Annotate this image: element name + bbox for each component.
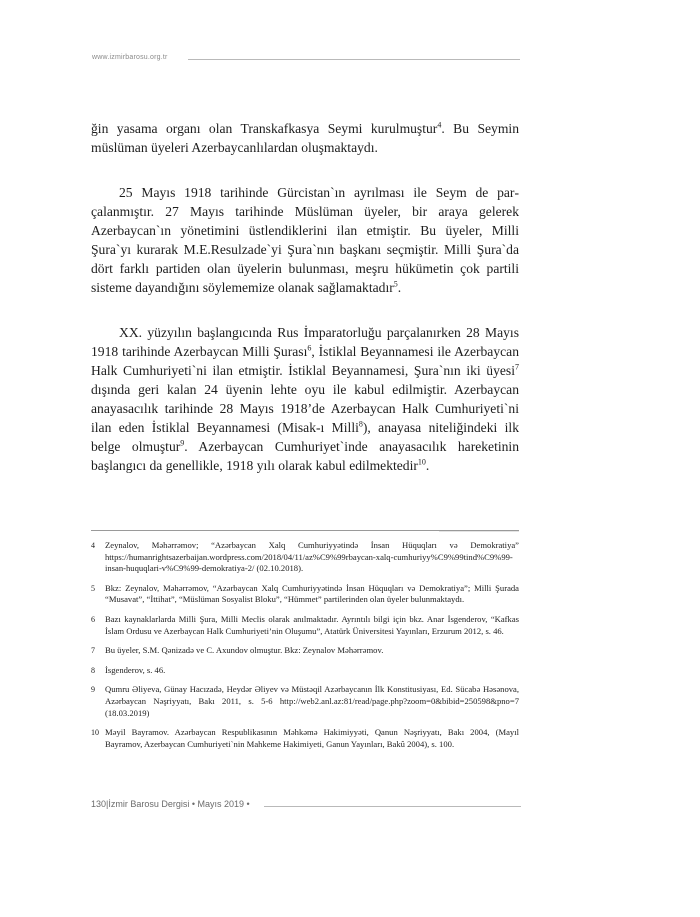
header-rule (188, 59, 520, 60)
footnote-number: 9 (91, 685, 95, 695)
footnote-number: 10 (91, 728, 99, 738)
footnote-ref-7[interactable]: 7 (515, 362, 519, 372)
footnote-item (91, 684, 519, 719)
paragraph-1-text-b: . Bu Seymin müslüman üyeleri Azerbaycanlılardan oluşmaktaydı. (91, 121, 519, 155)
header-url: www.izmirbarosu.org.tr (92, 54, 168, 61)
paragraph-2 (91, 183, 519, 297)
footer-text: 130|İzmir Barosu Dergisi • Mayıs 2019 • (91, 799, 250, 809)
paragraph-1-text-a: ğin yasama organı olan Transkafkasya Seymi kurulmuştur (91, 121, 438, 136)
footnote-text: İsgenderov, s. 46. (105, 664, 166, 675)
paragraph-2-text-b: . (397, 280, 402, 295)
footnote-text: Zeynalov, Məhərrəmov; “Azərbaycan Xalq Cumhuriyyətində İnsan Hüquqları və Demokratiya” https://humanrightsazerbaijan.wordpress.com/2018/04/11/az%C9%99rbaycan-xalq-cumhuriyy%C9%99tind%C9%99-insan-huquqlari-v%C9%99-demokratiya-2/ (02.10.2018). (105, 540, 519, 574)
footnote-item (91, 614, 519, 637)
footnote-text: Bu üyeler, S.M. Qənizadə ve C. Axundov olmuştur. Bkz: Zeynalov Məhərrəmov. (105, 645, 384, 656)
footnote-item (91, 645, 519, 657)
paragraph-3-text-b: , İstiklal Beyannamesi ile Azerbaycan Halk Cumhuriyeti`ni ilan etmiştir. İstiklal Beyannamesi, Şura`nın iki üyesi (91, 344, 519, 378)
footnote-rule-shadow (439, 531, 519, 532)
body-text (91, 119, 519, 501)
page-header (92, 54, 520, 68)
paragraph-1 (91, 119, 519, 157)
footnote-number: 7 (91, 646, 95, 656)
footnote-ref-4[interactable]: 4 (437, 120, 442, 130)
paragraph-3-text-d: ), anayasa niteliğindeki ilk belge olmuştur (91, 420, 519, 454)
paragraph-3-text-e: . Azerbaycan Cumhuriyet`inde anayasacılık hareketinin başlangıcı da genellikle, 1918 yılı olarak kabul edilmektedir (91, 439, 520, 473)
footnote-ref-8[interactable]: 8 (358, 419, 363, 429)
footnote-number: 6 (91, 614, 95, 624)
footnote-text: Məyil Bayramov. Azərbaycan Respublikasının Məhkəmə Hakimiyyəti, Qanun Nəşriyyatı, Bakı 2004, (Mayıl Bayramov, Azerbaycan Cumhuriyeti`nin Mahkeme Hakimiyeti, Ganun Yayınları, Bakû 2004), s. 100. (105, 727, 519, 749)
footnote-number: 4 (91, 541, 95, 550)
footnote-item (91, 540, 519, 575)
footnote-ref-9[interactable]: 9 (180, 438, 185, 448)
footnote-ref-10[interactable]: 10 (417, 457, 426, 467)
footnote-number: 8 (91, 665, 95, 675)
footnote-item (91, 665, 519, 677)
footnote-ref-5[interactable]: 5 (393, 279, 398, 289)
footnote-text: Bkz: Zeynalov, Məhərrəmov, “Azərbaycan Xalq Cumhuriyyətində İnsan Hüquqları və Demokratiya”; Milli Şurada “Musavat”, “İttihat”, “Müslüman Sosyalist Bloku”, “Hümmet” partilerinden olan üyeler bulunmaktaydı. (105, 582, 519, 605)
paragraph-2-text-a: 25 Mayıs 1918 tarihinde Gürcistan`ın ayrılması ile Seym de parçalanmıştır. 27 Mayıs tarihinde Müslüman üyeler, bir araya gelerek Azerbaycan`ın yönetimini üstlendiklerini ilan etmiştir. Bu üyeler, Milli Şura`yı kurarak M.E.Resulzade`yi Şura`nın başkanı seçmiştir. Milli Şura`da dört farklı partiden olan üyelerin bulunması, meşru hükümetin çok partili sisteme dayandığını söylememize olanak sağlamaktadır (91, 185, 519, 295)
footnote-separator (91, 530, 519, 534)
paragraph-3-text-c: dışında geri kalan 24 üyenin lehte oyu ile kabul edilmiştir. Azerbaycan anayasacılık tarihinde 28 Mayıs 1918’de Azerbaycan Halk Cumhuriyeti`ni ilan eden İstiklal Beyannamesi (Misak-ı Milli (91, 382, 519, 435)
footer-rule (264, 806, 521, 807)
page-footer (91, 799, 521, 813)
paragraph-3-text-a: XX. yüzyılın başlangıcında Rus İmparatorluğu parçalanırken 28 Mayıs 1918 tarihinde Azerbaycan Milli Şurası (91, 325, 519, 359)
footnote-text: Bazı kaynaklarlarda Milli Şura, Milli Meclis olarak anılmaktadır. Ayrıntılı bilgi için bkz. Anar İsgenderov, “Kafkas İslam Ordusu ve Azerbaycan Halk Cumhuriyeti’nin Oluşumu”, Atatürk Üniversitesi Yayınları, Erzurum 2012, s. 46. (105, 613, 519, 636)
footnote-item (91, 583, 519, 606)
footnote-ref-6[interactable]: 6 (307, 343, 312, 353)
paragraph-3 (91, 323, 519, 475)
footnote-number: 5 (91, 583, 95, 593)
footnotes (91, 540, 519, 758)
footnote-text: Qumru Əliyeva, Günay Hacızadə, Heydər Əliyev və Müstəqil Azərbaycanın İlk Konstitusiyası, Ed. Sücabə Həsənova, Azərbaycan Nəşriyyatı, Bakı 2011, s. 5-6 http://web2.anl.az:81/read/page.php?zoom=0&bibid=250598&pno=7 (18.03.2019) (105, 684, 519, 718)
footnote-item (91, 727, 519, 750)
paragraph-3-text-f: . (425, 458, 430, 473)
